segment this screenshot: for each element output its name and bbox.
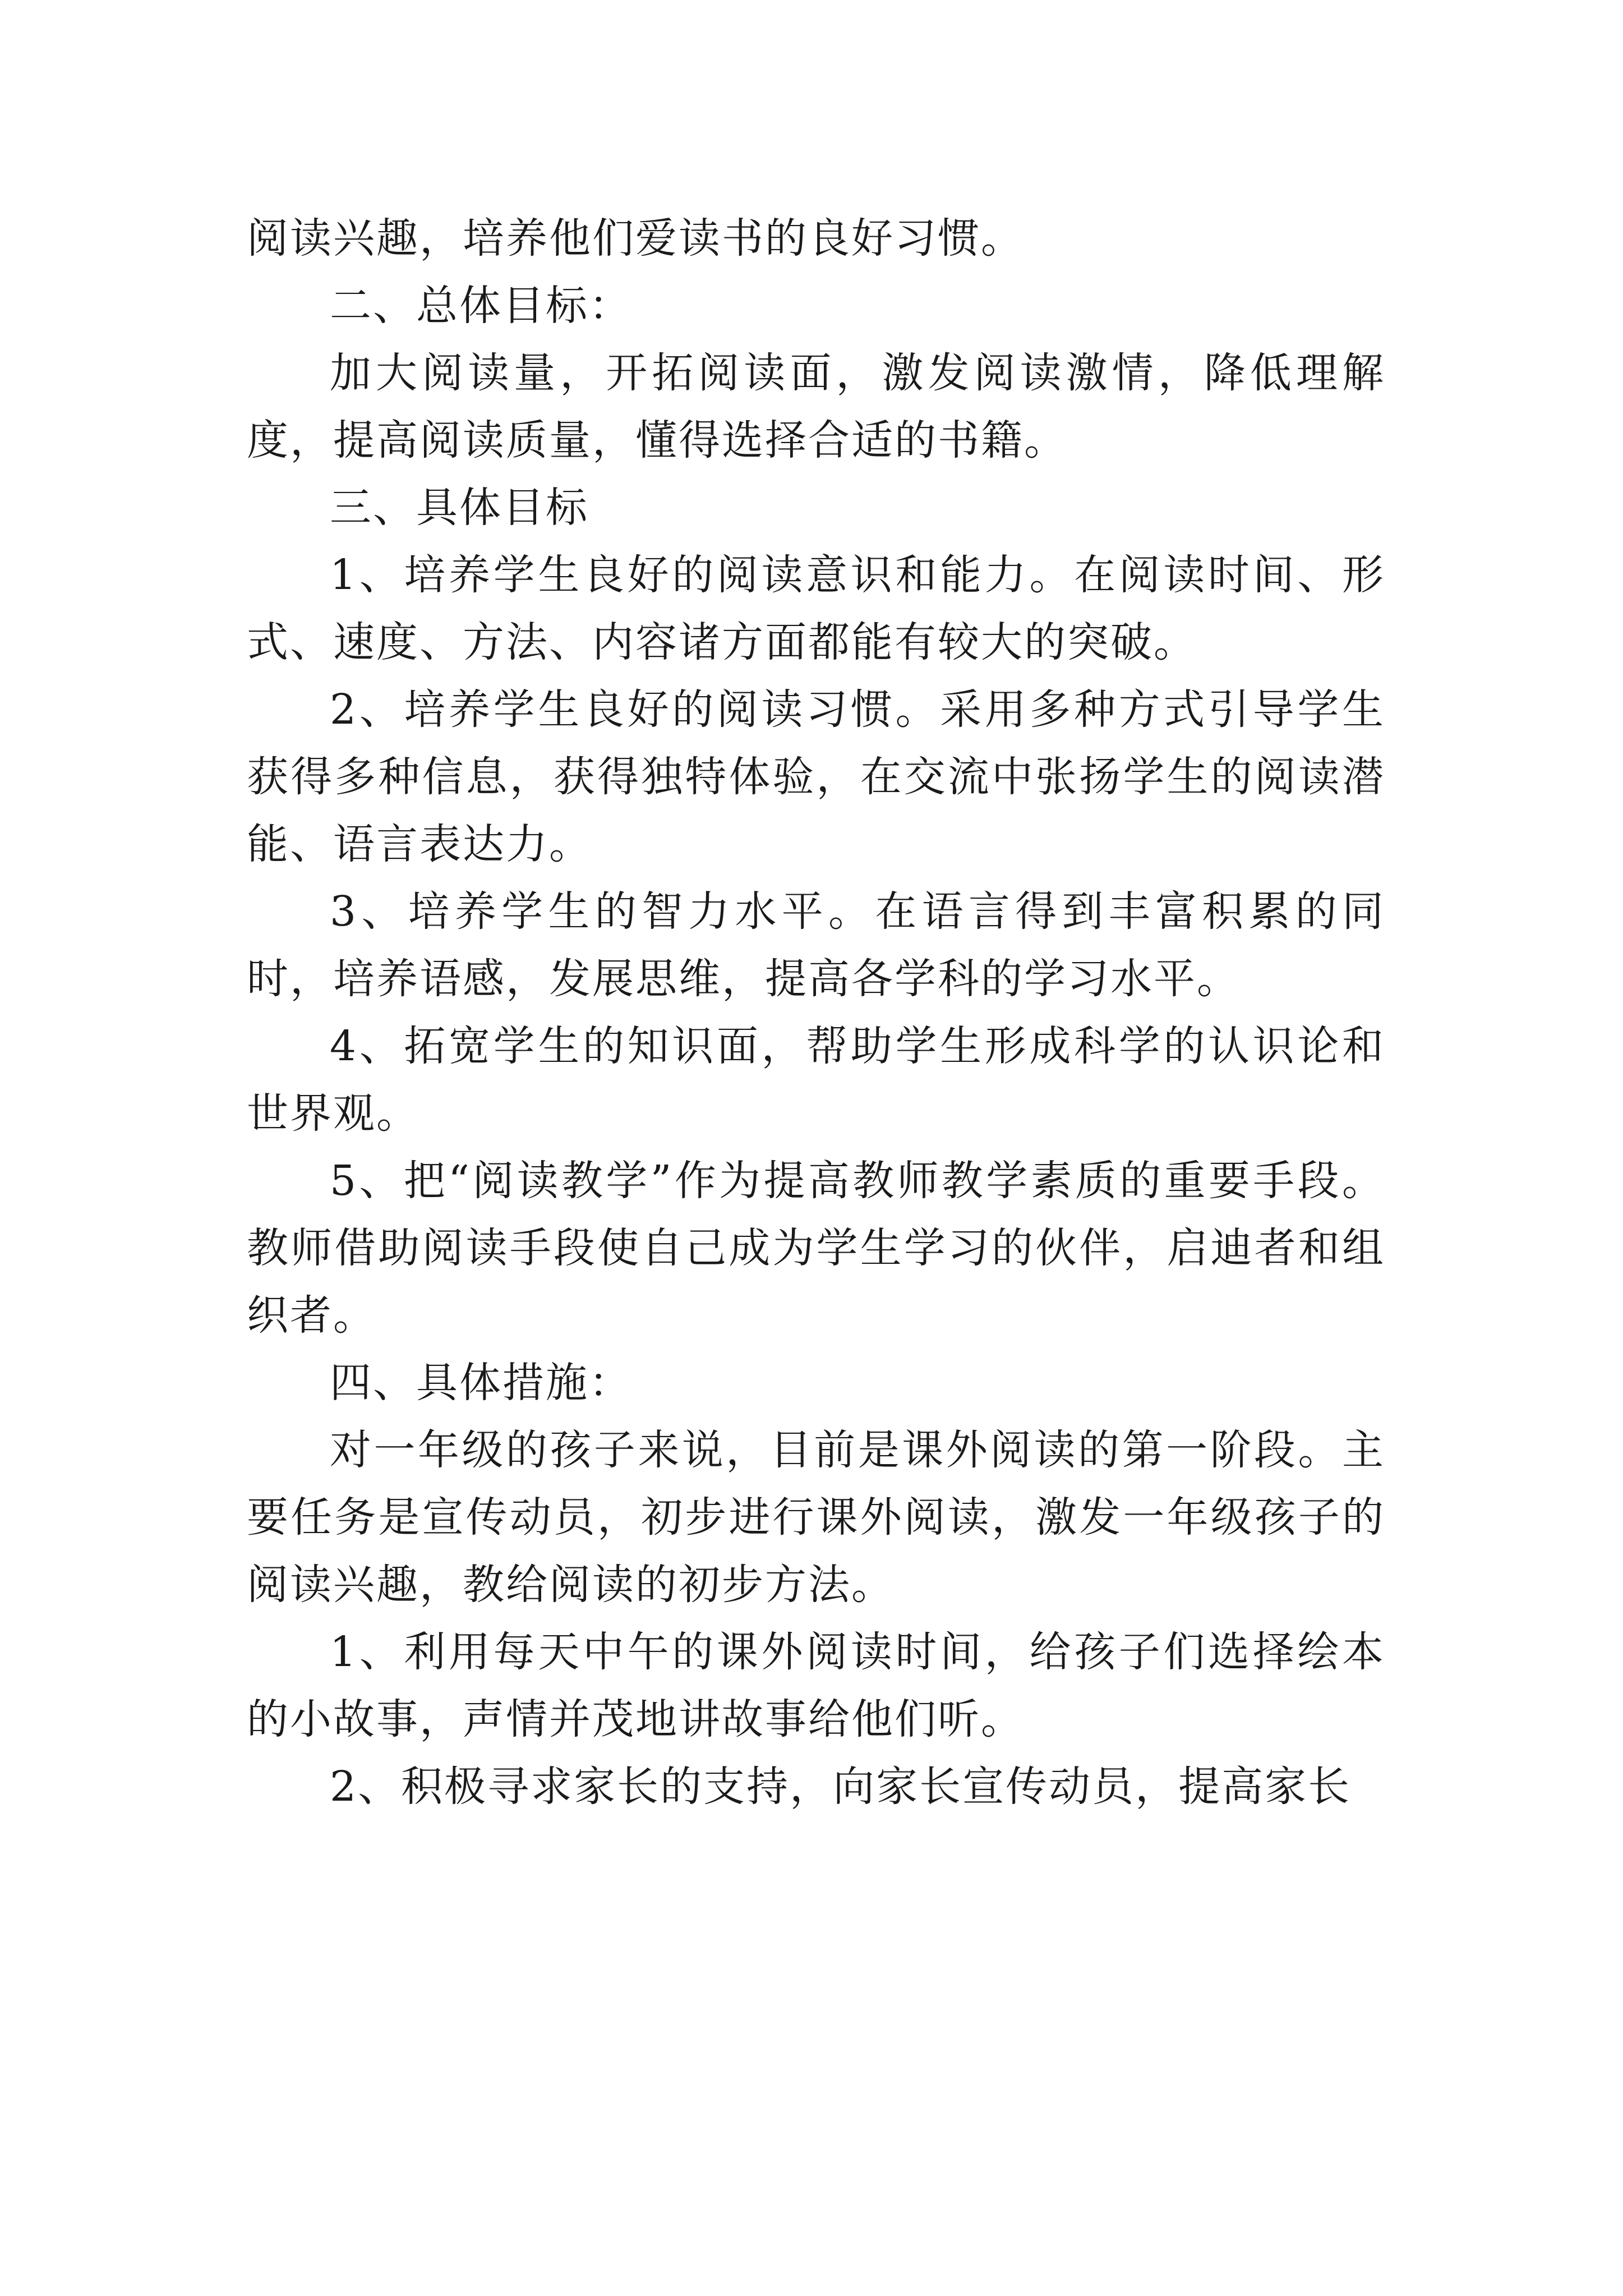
heading-specific-goals: 三、具体目标 [330,484,589,532]
heading-overall-goals: 二、总体目标： [330,282,632,330]
document-body [247,205,1385,1820]
paragraph-overall-goals: 加大阅读量，开拓阅读面，激发阅读激情，降低理解度，提高阅读质量，懂得选择合适的书籍。 [247,349,1385,464]
paragraph-goal-4: 4、拓宽学生的知识面，帮助学生形成科学的认识论和世界观。 [247,1022,1385,1138]
paragraph-measures-intro: 对一年级的孩子来说，目前是课外阅读的第一阶段。主要任务是宣传动员，初步进行课外阅读，激发一年级孩子的阅读兴趣，教给阅读的初步方法。 [247,1426,1385,1609]
paragraph-goal-1: 1、培养学生良好的阅读意识和能力。在阅读时间、形式、速度、方法、内容诸方面都能有较大的突破。 [247,551,1385,666]
paragraph-goal-2: 2、培养学生良好的阅读习惯。采用多种方式引导学生获得多种信息，获得独特体验，在交流中张扬学生的阅读潜能、语言表达力。 [247,685,1385,868]
paragraph-continuation: 阅读兴趣，培养他们爱读书的良好习惯。 [247,214,1024,263]
paragraph-measure-1: 1、利用每天中午的课外阅读时间，给孩子们选择绘本的小故事，声情并茂地讲故事给他们听。 [247,1628,1385,1743]
heading-specific-measures: 四、具体措施： [330,1359,632,1407]
paragraph-measure-2: 2、积极寻求家长的支持，向家长宣传动员，提高家长 [330,1763,1352,1811]
paragraph-goal-5: 5、把“阅读教学”作为提高教师教学素质的重要手段。教师借助阅读手段使自己成为学生学习的伙伴，启迪者和组织者。 [247,1157,1385,1340]
paragraph-goal-3: 3、培养学生的智力水平。在语言得到丰富积累的同时，培养语感，发展思维，提高各学科的学习水平。 [247,887,1385,1003]
